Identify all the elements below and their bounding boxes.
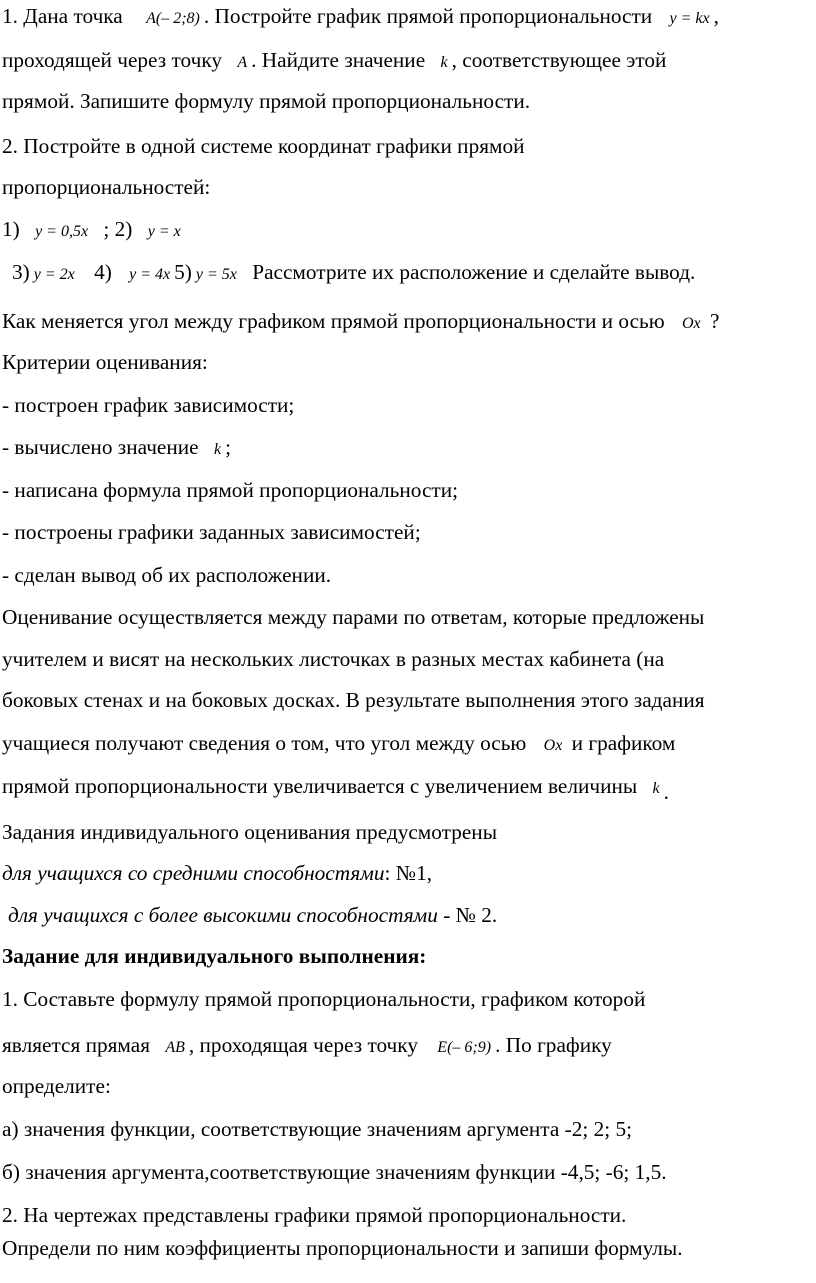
ind-task2-line: Определи по ним коэффициенты пропорциональности и запиши формулы. (2, 1236, 683, 1260)
k-symbol: k (440, 54, 448, 71)
italic-text: для учащихся с более высокими способностями (8, 903, 438, 927)
item-number: 3) (12, 260, 30, 284)
text: - № 2. (443, 903, 498, 927)
text: - вычислено значение (2, 435, 199, 459)
text: . Найдите значение (251, 48, 426, 72)
item-number: 1) (2, 217, 20, 241)
formula: y = x (147, 223, 181, 240)
assessment-line: Оценивание осуществляется между парами по ответам, которые предложены (2, 605, 705, 629)
text: ; (225, 435, 231, 459)
ind-task1-item-b: б) значения аргумента,соответствующие значениям функции -4,5; -6; 1,5. (2, 1160, 667, 1184)
text: 1. Дана точка (2, 4, 123, 28)
k-symbol: k (213, 441, 222, 458)
text: прямой пропорциональности увеличивается с увеличением величины (2, 774, 638, 798)
text: Рассмотрите их расположение и сделайте вывод. (252, 260, 696, 284)
text: . По графику (495, 1033, 612, 1057)
individual-line (2, 863, 432, 884)
task1-line-1 (2, 6, 719, 27)
task2-question (2, 311, 719, 332)
task2-formulas-2 (12, 262, 695, 283)
item-number: ; 2) (103, 217, 133, 241)
assessment-line (2, 733, 675, 754)
task2-line-2: пропорциональностей: (2, 175, 211, 199)
assessment-line (2, 774, 669, 804)
text: учащиеся получают сведения о том, что угол между осью (2, 731, 527, 755)
ind-task1-item-a: а) значения функции, соответствующие значениям аргумента -2; 2; 5; (2, 1117, 633, 1141)
criteria-item (2, 437, 231, 458)
criteria-item: - написана формула прямой пропорциональности; (2, 478, 459, 502)
task1-line-2 (2, 50, 666, 71)
text: проходящей через точку (2, 48, 223, 72)
section-heading: Задание для индивидуального выполнения: (2, 944, 427, 968)
assessment-line: учителем и висят на нескольких листочках в разных местах кабинета (на (2, 647, 665, 671)
task2-line-1: 2. Постройте в одной системе координат графики прямой (2, 134, 525, 158)
point-a-formula: A(– 2;8) (146, 10, 200, 27)
text: . Постройте график прямой пропорциональности (203, 4, 653, 28)
line-ab-symbol: AB (165, 1039, 185, 1056)
text: , соответствующее этой (451, 48, 667, 72)
assessment-line: боковых стенах и на боковых досках. В результате выполнения этого задания (2, 688, 705, 712)
ind-task1-line (2, 1035, 612, 1056)
individual-line: Задания индивидуального оценивания предусмотрены (2, 820, 498, 844)
text: и графиком (571, 731, 676, 755)
item-number: 4) (94, 260, 112, 284)
criteria-heading: Критерии оценивания: (2, 350, 208, 374)
text: Как меняется угол между графиком прямой пропорциональности и осью (2, 309, 665, 333)
text: , (713, 4, 719, 28)
text: . (663, 780, 669, 804)
formula: y = 2x (33, 266, 75, 283)
text: является прямая (2, 1033, 151, 1057)
point-e-formula: E(– 6;9) (437, 1039, 492, 1056)
formula: y = 0,5x (35, 223, 89, 240)
k-symbol: k (652, 780, 660, 797)
text: , проходящая через точку (188, 1033, 418, 1057)
criteria-item: - построен график зависимости; (2, 393, 295, 417)
text: : №1, (384, 861, 433, 885)
italic-text: для учащихся со средними способностями (2, 861, 385, 885)
ind-task1-line: определите: (2, 1074, 111, 1098)
criteria-item: - построены графики заданных зависимостей; (2, 520, 421, 544)
individual-line (8, 905, 497, 926)
axis-ox: Ox (682, 315, 701, 332)
criteria-item: - сделан вывод об их расположении. (2, 563, 332, 587)
formula: y = 4x (129, 266, 171, 283)
axis-ox: Ox (543, 737, 563, 754)
task1-line-3: прямой. Запишите формулу прямой пропорциональности. (2, 89, 531, 113)
task2-formulas-1 (2, 219, 185, 240)
formula: y = 5x (195, 266, 237, 283)
text: ? (709, 309, 720, 333)
ind-task1-line: 1. Составьте формулу прямой пропорциональности, графиком которой (2, 987, 646, 1011)
ind-task2-line: 2. На чертежах представлены графики прямой пропорциональности. (2, 1203, 627, 1227)
formula-y-kx: y = kx (669, 10, 710, 27)
item-number: 5) (174, 260, 192, 284)
point-a-symbol: A (237, 54, 248, 71)
